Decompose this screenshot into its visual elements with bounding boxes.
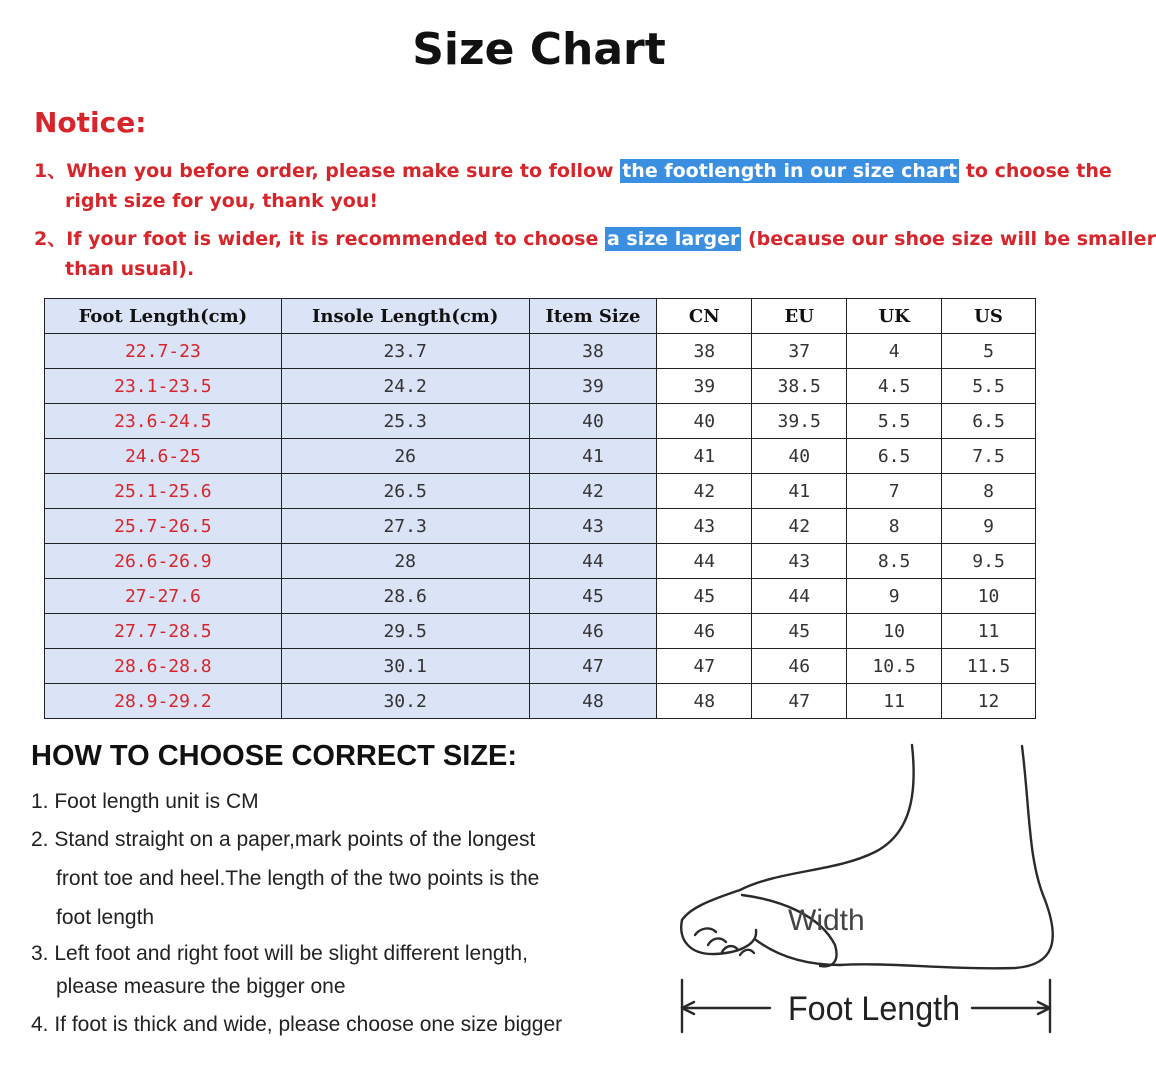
table-row <box>45 369 1036 404</box>
table-cell: 39 <box>657 369 752 404</box>
header-uk: UK <box>847 299 942 334</box>
table-row <box>45 614 1036 649</box>
table-cell: 40 <box>529 404 657 439</box>
table-cell: 41 <box>529 439 657 474</box>
foot-sole <box>756 940 840 965</box>
header-foot-length: Foot Length(cm) <box>45 299 282 334</box>
table-cell: 38 <box>657 334 752 369</box>
table-cell: 10 <box>942 579 1036 614</box>
notice-item-1-continued: right size for you, thank you! <box>65 190 379 212</box>
table-cell: 27.3 <box>281 509 529 544</box>
table-cell: 5 <box>942 334 1036 369</box>
table-cell: 43 <box>529 509 657 544</box>
header-insole-length: Insole Length(cm) <box>281 299 529 334</box>
table-cell: 28 <box>281 544 529 579</box>
table-cell: 26 <box>281 439 529 474</box>
table-cell: 25.7-26.5 <box>45 509 282 544</box>
table-cell: 47 <box>657 649 752 684</box>
header-cn: CN <box>657 299 752 334</box>
table-cell: 23.1-23.5 <box>45 369 282 404</box>
table-cell: 48 <box>529 684 657 719</box>
table-cell: 45 <box>657 579 752 614</box>
table-cell: 5.5 <box>847 404 942 439</box>
header-us: US <box>942 299 1036 334</box>
table-row <box>45 544 1036 579</box>
table-cell: 24.2 <box>281 369 529 404</box>
table-cell: 8 <box>847 509 942 544</box>
table-cell: 40 <box>752 439 847 474</box>
notice-item-1-pre: 1、When you before order, please make sure to follow <box>34 160 621 182</box>
table-cell: 11.5 <box>942 649 1036 684</box>
table-cell: 29.5 <box>281 614 529 649</box>
notice-item-2-highlight: a size larger <box>606 228 740 250</box>
table-row <box>45 649 1036 684</box>
table-cell: 9 <box>942 509 1036 544</box>
foot-outline-front <box>682 745 914 920</box>
table-cell: 8.5 <box>847 544 942 579</box>
table-cell: 23.7 <box>281 334 529 369</box>
size-table <box>44 298 1036 719</box>
table-cell: 46 <box>752 649 847 684</box>
table-cell: 41 <box>752 474 847 509</box>
toe-3 <box>708 938 726 945</box>
table-cell: 28.6-28.8 <box>45 649 282 684</box>
table-cell: 7.5 <box>942 439 1036 474</box>
table-cell: 39 <box>529 369 657 404</box>
table-cell: 4 <box>847 334 942 369</box>
table-cell: 28.9-29.2 <box>45 684 282 719</box>
header-eu: EU <box>752 299 847 334</box>
table-header-row <box>45 299 1036 334</box>
table-cell: 10.5 <box>847 649 942 684</box>
howto-line-2: 2. Stand straight on a paper,mark points of the longest <box>31 828 536 851</box>
table-cell: 6.5 <box>847 439 942 474</box>
table-cell: 25.1-25.6 <box>45 474 282 509</box>
table-cell: 9.5 <box>942 544 1036 579</box>
table-cell: 48 <box>657 684 752 719</box>
howto-line-6: please measure the bigger one <box>56 975 346 998</box>
toe-big <box>681 920 756 954</box>
table-row <box>45 684 1036 719</box>
table-cell: 10 <box>847 614 942 649</box>
table-cell: 30.2 <box>281 684 529 719</box>
notice-item-1-highlight: the footlength in our size chart <box>622 160 958 182</box>
table-cell: 47 <box>529 649 657 684</box>
howto-line-3: front toe and heel.The length of the two points is the <box>56 867 540 890</box>
table-row <box>45 579 1036 614</box>
table-cell: 46 <box>657 614 752 649</box>
table-cell: 45 <box>529 579 657 614</box>
table-cell: 39.5 <box>752 404 847 439</box>
table-row <box>45 404 1036 439</box>
table-cell: 24.6-25 <box>45 439 282 474</box>
table-cell: 30.1 <box>281 649 529 684</box>
table-cell: 43 <box>752 544 847 579</box>
howto-line-1: 1. Foot length unit is CM <box>31 790 259 813</box>
table-row <box>45 439 1036 474</box>
notice-item-1-post: to choose the <box>959 160 1112 182</box>
table-cell: 37 <box>752 334 847 369</box>
table-cell: 45 <box>752 614 847 649</box>
howto-line-7: 4. If foot is thick and wide, please choose one size bigger <box>31 1013 563 1036</box>
table-cell: 22.7-23 <box>45 334 282 369</box>
notice-item-2-continued: than usual). <box>65 258 195 280</box>
notice-item-2-pre: 2、If your foot is wider, it is recommended to choose <box>34 228 605 250</box>
table-cell: 9 <box>847 579 942 614</box>
table-cell: 11 <box>942 614 1036 649</box>
toe-2 <box>695 928 716 935</box>
table-cell: 38 <box>529 334 657 369</box>
table-cell: 12 <box>942 684 1036 719</box>
table-cell: 27.7-28.5 <box>45 614 282 649</box>
table-cell: 25.3 <box>281 404 529 439</box>
table-cell: 46 <box>529 614 657 649</box>
foot-diagram <box>660 740 1070 1060</box>
table-cell: 41 <box>657 439 752 474</box>
table-cell: 26.6-26.9 <box>45 544 282 579</box>
notice-item-2-post: (because our shoe size will be smaller <box>741 228 1156 250</box>
table-cell: 11 <box>847 684 942 719</box>
table-cell: 44 <box>657 544 752 579</box>
table-cell: 6.5 <box>942 404 1036 439</box>
table-cell: 38.5 <box>752 369 847 404</box>
table-cell: 47 <box>752 684 847 719</box>
table-cell: 7 <box>847 474 942 509</box>
howto-line-5: 3. Left foot and right foot will be slight different length, <box>31 942 528 965</box>
howto-line-4: foot length <box>56 906 155 929</box>
table-cell: 23.6-24.5 <box>45 404 282 439</box>
table-cell: 28.6 <box>281 579 529 614</box>
table-cell: 8 <box>942 474 1036 509</box>
foot-outline-back <box>840 746 1053 968</box>
table-cell: 44 <box>752 579 847 614</box>
notice-heading: Notice: <box>34 106 147 139</box>
howto-heading: HOW TO CHOOSE CORRECT SIZE: <box>31 740 518 772</box>
header-item-size: Item Size <box>529 299 657 334</box>
toe-5 <box>740 950 754 955</box>
table-row <box>45 474 1036 509</box>
page-title: Size Chart <box>412 24 666 75</box>
foot-length-label: Foot Length <box>788 990 960 1028</box>
table-cell: 4.5 <box>847 369 942 404</box>
table-cell: 42 <box>752 509 847 544</box>
notice-item-2 <box>34 224 1156 251</box>
width-label: Width <box>788 904 865 937</box>
table-cell: 40 <box>657 404 752 439</box>
table-cell: 42 <box>529 474 657 509</box>
table-row <box>45 509 1036 544</box>
table-cell: 42 <box>657 474 752 509</box>
table-cell: 26.5 <box>281 474 529 509</box>
table-cell: 27-27.6 <box>45 579 282 614</box>
notice-item-1 <box>34 156 1112 183</box>
table-cell: 5.5 <box>942 369 1036 404</box>
table-cell: 43 <box>657 509 752 544</box>
table-cell: 44 <box>529 544 657 579</box>
table-row <box>45 334 1036 369</box>
